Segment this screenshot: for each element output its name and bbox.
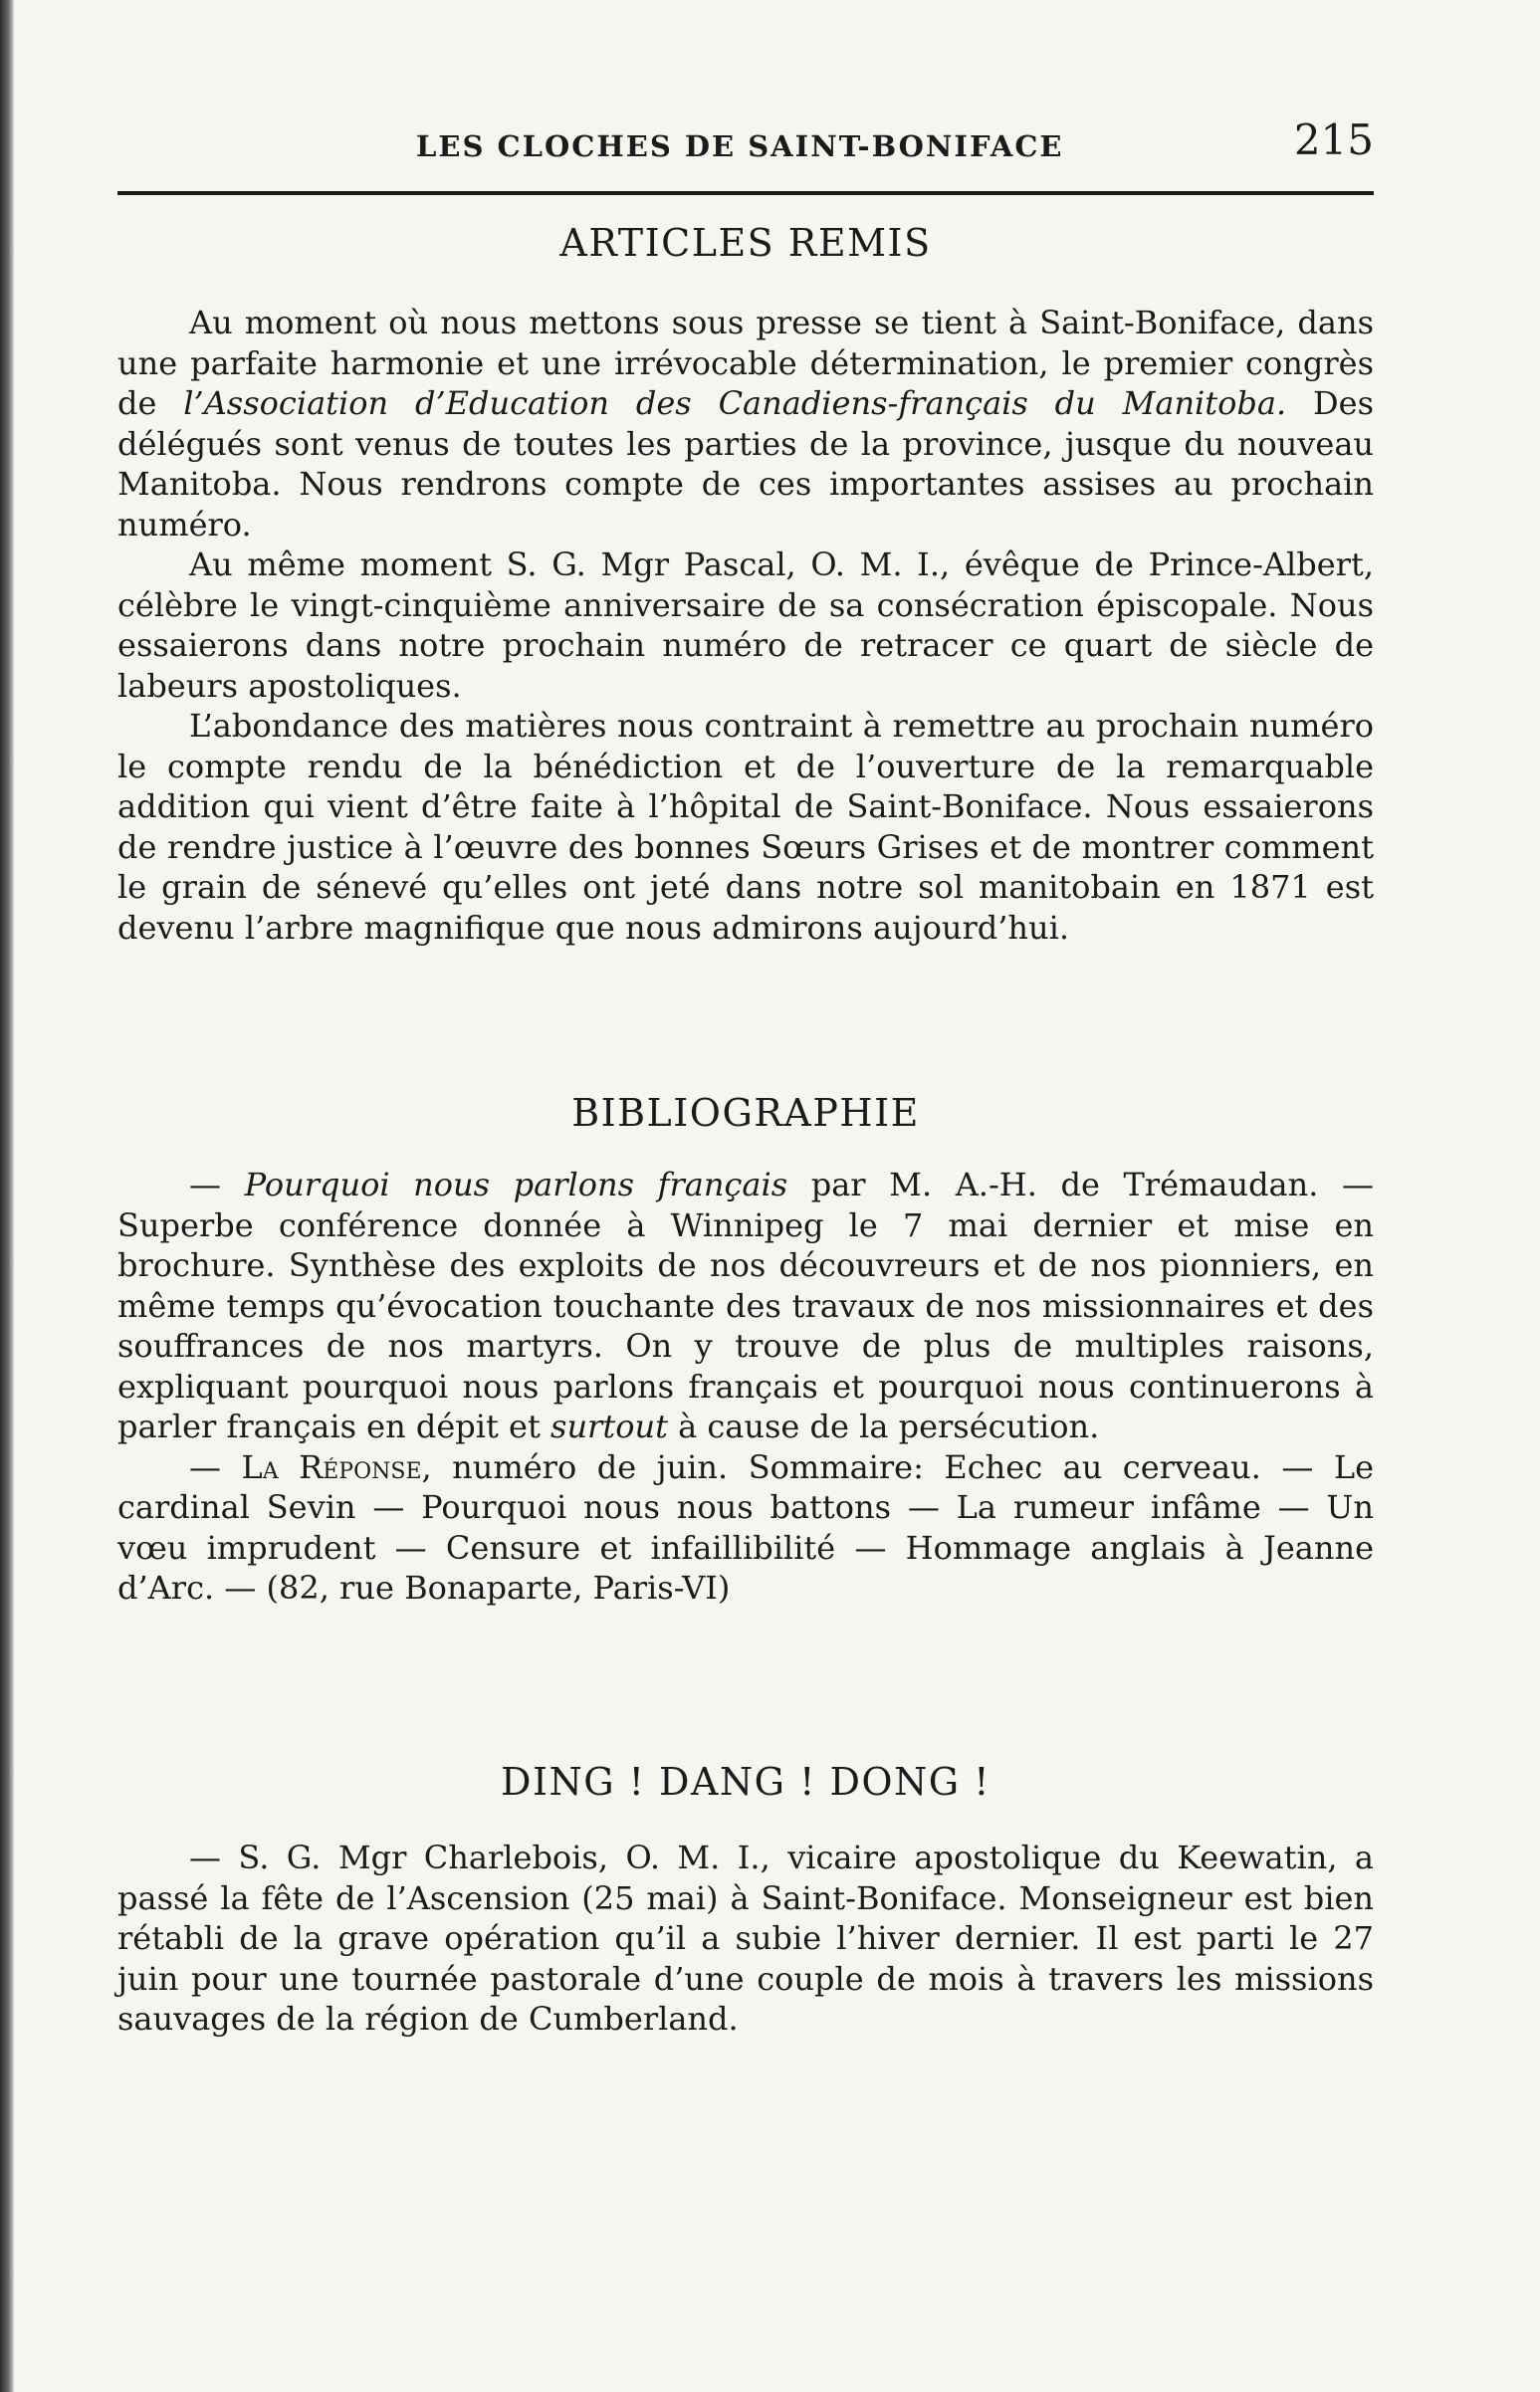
header-rule [117,191,1374,195]
text-run: Au moment où nous mettons sous presse se tient à Saint-Boniface, dans une parfaite harmonie et une irrévocable détermination, le premier congrès de [117,304,1374,422]
section-bibliographie-body [117,1165,1374,1609]
paragraph: — S. G. Mgr Charlebois, O. M. I., vicaire apostolique du Keewatin, a passé la fête de l’Ascension (25 mai) à Saint-Boniface. Monseigneur est bien rétabli de la grave opération qu’il a subie l’hiver dernier. Il est parti le 27 juin pour une tournée pastorale d’une couple de mois à travers les missions sauvages de la région de Cumberland. [117,1839,1374,2038]
running-title: LES CLOCHES DE SAINT-BONIFACE [416,129,1064,163]
section-articles-body [117,303,1374,948]
text-run: Des délégués sont venus de toutes les parties de la province, jusque du nouveau Manitoba. Nous rendrons compte de ces importantes assises au prochain numéro. [117,384,1375,544]
text-run: — [189,1166,245,1203]
page-number: 215 [1293,115,1374,164]
section-heading-articles: ARTICLES REMIS [559,221,932,265]
paragraph [117,1165,1374,1447]
section-heading-bibliographie: BIBLIOGRAPHIE [571,1091,920,1135]
italic-text: l’Association d’Education des Canadiens-français du Manitoba. [183,384,1287,422]
text-run: , numéro de juin. Sommaire: Echec au cerveau. — Le cardinal Sevin — Pourquoi nous nous battons — La rumeur infâme — Un vœu imprudent — Censure et infaillibilité — Hommage anglais à Jeanne d’Arc. — (82, rue Bonaparte, Paris-VI) [117,1447,1375,1607]
text-run: à cause de la persécution. [667,1408,1100,1445]
section-heading-ding: DING ! DANG ! DONG ! [500,1760,991,1804]
text-run: — [189,1447,242,1486]
paragraph: L’abondance des matières nous contraint à remettre au prochain numéro le compte rendu de la bénédiction et de l’ouverture de la remarquable addition qui vient d’être faite à l’hôpital de Saint-Boniface. Nous essaierons de rendre justice à l’œuvre des bonnes Sœurs Grises et de montrer comment le grain de sénevé qu’elles ont jeté dans notre sol manitobain en 1871 est devenu l’arbre magnifique que nous admirons aujourd’hui. [117,707,1374,947]
section-ding-body [117,1838,1374,2040]
small-caps-title: La Réponse [241,1447,422,1486]
paragraph: Au même moment S. G. Mgr Pascal, O. M. I., évêque de Prince-Albert, célèbre le vingt-cinquième anniversaire de sa consécration épiscopale. Nous essaierons dans notre prochain numéro de retracer ce quart de siècle de labeurs apostoliques. [117,545,1374,705]
binding-edge [0,0,14,2392]
paragraph [117,303,1374,544]
italic-text: Pourquoi nous parlons français [244,1166,788,1203]
paragraph [117,1447,1374,1609]
page-header [117,115,1374,181]
italic-text: surtout [550,1408,668,1445]
text-run: par M. A.-H. de Trémaudan. — Superbe conférence donnée à Winnipeg le 7 mai dernier et mise en brochure. Synthèse des exploits de nos découvreurs et de nos pionniers, en même temps qu’évocation touchante des travaux de nos missionnaires et des souffrances de nos martyrs. On y trouve de plus de multiples raisons, expliquant pourquoi nous parlons français et pourquoi nous continuerons à parler français en dépit et [117,1166,1375,1445]
